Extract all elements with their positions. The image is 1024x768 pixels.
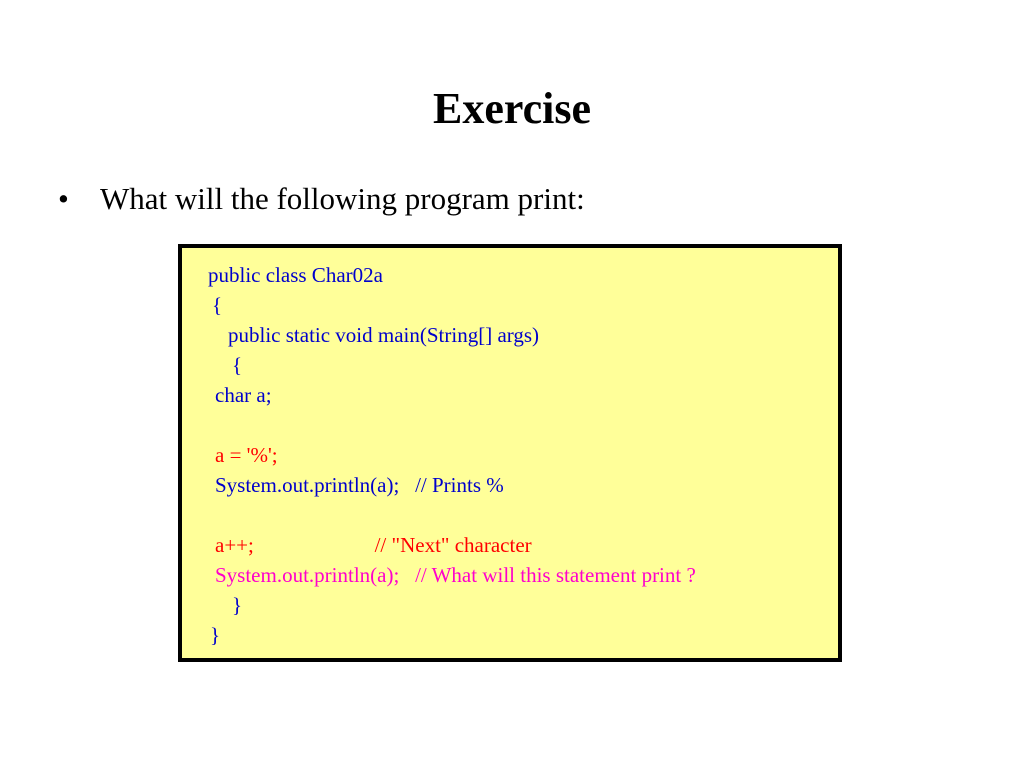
code-line-class-close-brace: }	[210, 623, 221, 647]
code-line-assign: a = '%';	[215, 443, 278, 467]
code-line-increment: a++; // "Next" character	[215, 533, 532, 557]
code-line-print-1: System.out.println(a); // Prints %	[215, 473, 504, 497]
code-line-main-decl: public static void main(String[] args)	[228, 323, 540, 347]
code-box	[178, 244, 842, 662]
code-line-class-open-brace: {	[212, 293, 223, 317]
bullet-mark: •	[58, 181, 69, 216]
code-line-print-2: System.out.println(a); // What will this statement print ?	[215, 563, 696, 587]
code-line-main-close-brace: }	[232, 593, 243, 617]
code-line-class-decl: public class Char02a	[208, 263, 383, 287]
bullet-item	[58, 180, 585, 218]
bullet-text: What will the following program print:	[100, 181, 585, 216]
code-line-char-decl: char a;	[215, 383, 272, 407]
code-line-main-open-brace: {	[232, 353, 243, 377]
slide-title: Exercise	[432, 84, 592, 133]
